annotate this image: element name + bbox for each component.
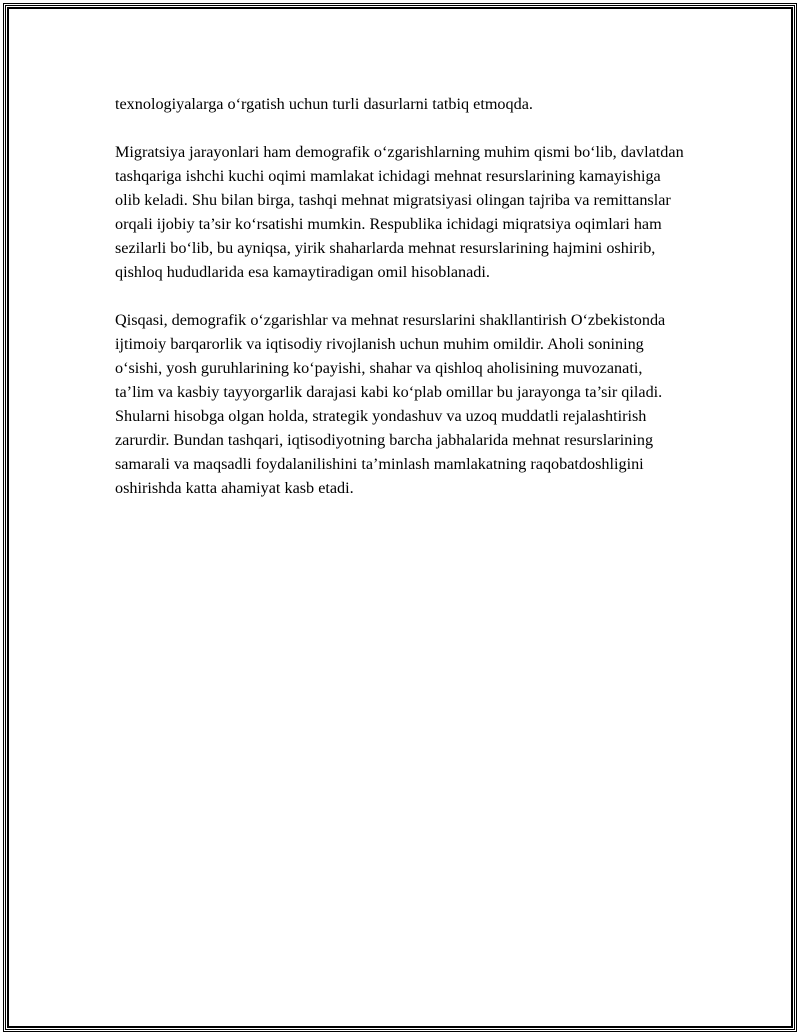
paragraph-migration: Migratsiya jarayonlari ham demografik o‘zgarishlarning muhim qismi bo‘lib, davlatdan tashqariga ishchi kuchi oqimi mamlakat ichidagi mehnat resurslarining kamayishiga olib keladi. Shu bilan birga, tashqi mehnat migratsiyasi olingan tajriba va remittanslar orqali ijobiy ta’sir ko‘rsatishi mumkin. Respublika ichidagi miqratsiya oqimlari ham sezilarli bo‘lib, bu ayniqsa, yirik shaharlarda mehnat resurslarining hajmini oshirib, qishloq hududlarida esa kamaytiradigan omil hisoblanadi. bbox=[115, 143, 684, 281]
document-body bbox=[115, 92, 685, 524]
paragraph-continuation: texnologiyalarga o‘rgatish uchun turli dasurlarni tatbiq etmoqda. bbox=[115, 95, 533, 113]
paragraph-conclusion: Qisqasi, demografik o‘zgarishlar va mehnat resurslarini shakllantirish O‘zbekistonda ijtimoiy barqarorlik va iqtisodiy rivojlanish uchun muhim omildir. Aholi sonining o‘sishi, yosh guruhlarining ko‘payishi, shahar va qishloq aholisining muvozanati, ta’lim va kasbiy tayyorgarlik darajasi kabi ko‘plab omillar bu jarayonga ta’sir qiladi. Shularni hisobga olgan holda, strategik yondashuv va uzoq muddatli rejalashtirish zarurdir. Bundan tashqari, iqtisodiyotning barcha jabhalarida mehnat resurslarining samarali va maqsadli foydalanilishini ta’minlash mamlakatning raqobatdoshligini oshirishda katta ahamiyat kasb etadi. bbox=[115, 311, 666, 497]
